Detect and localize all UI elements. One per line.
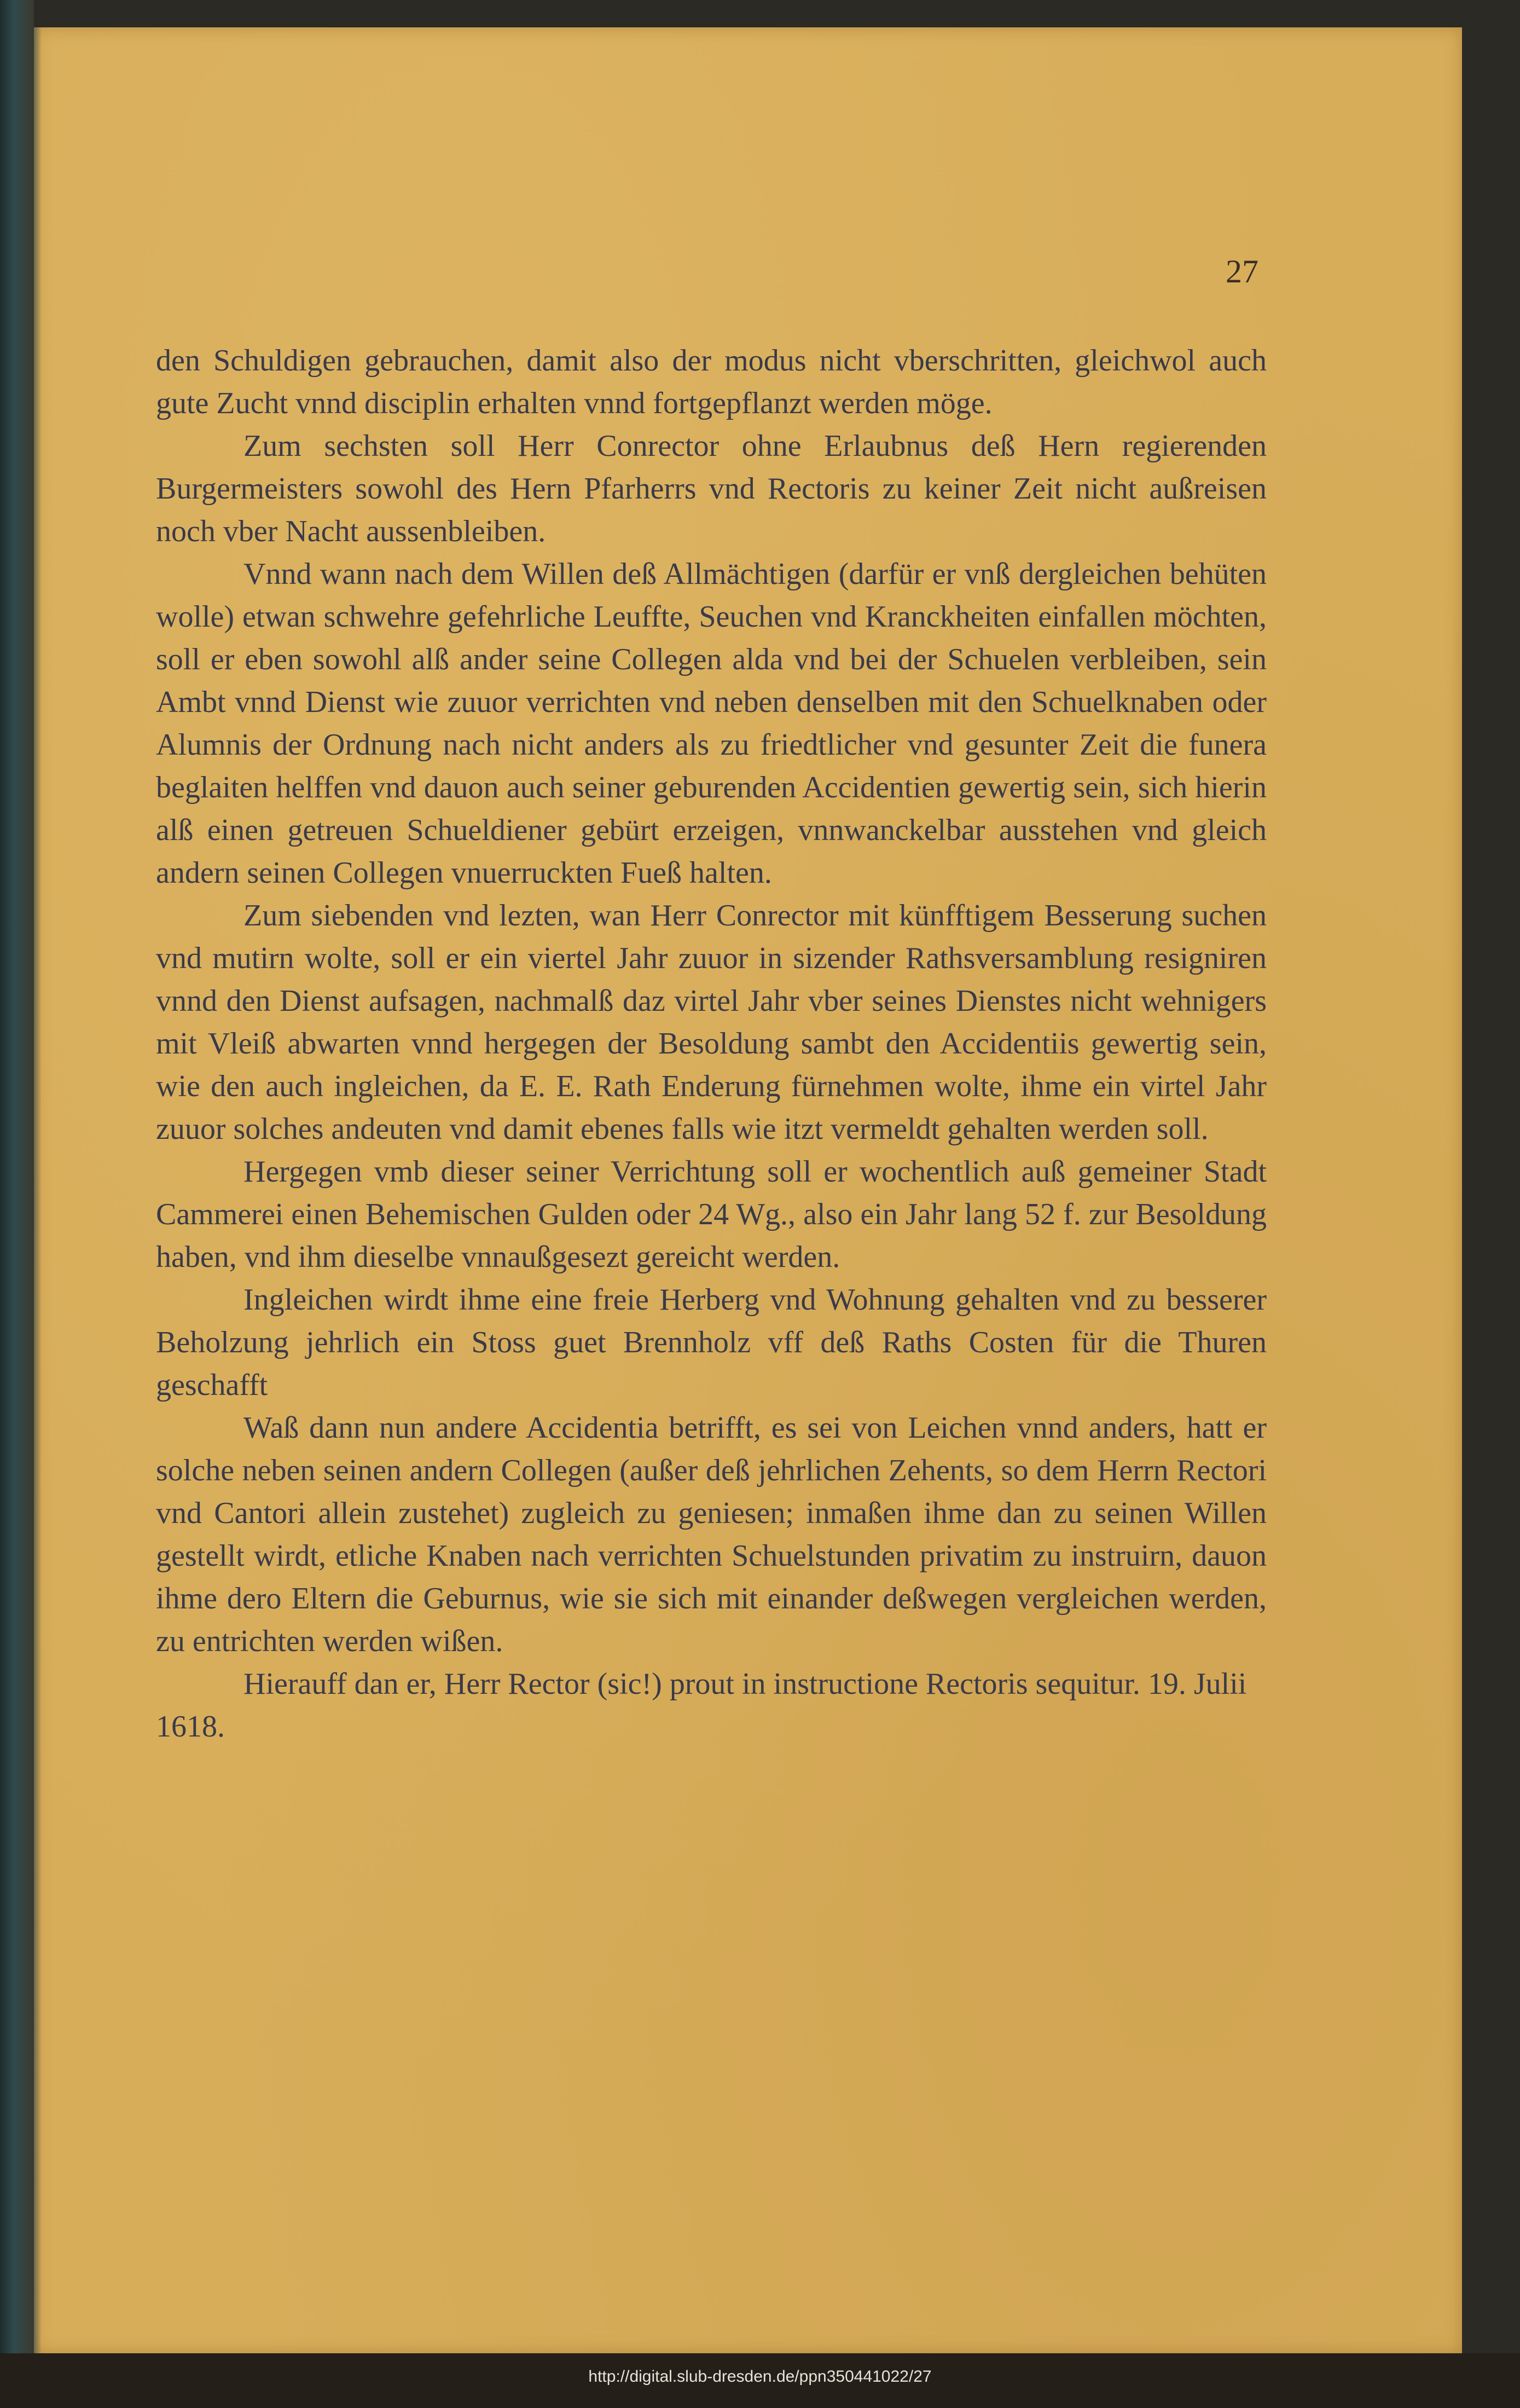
body-text [156,339,1267,1748]
source-url[interactable]: http://digital.slub-dresden.de/ppn350441022/27 [588,2368,932,2386]
page-number: 27 [1226,253,1258,290]
paragraph-6: Ingleichen wirdt ihme eine freie Herberg vnd Wohnung gehalten vnd zu besserer Beholzung jehrlich ein Stoss guet Brennholz vff deß Raths Costen für die Thuren geschafft [156,1283,1267,1402]
paragraph-2: Zum sechsten soll Herr Conrector ohne Erlaubnus deß Hern regierenden Burgermeisters sowohl des Hern Pfarherrs vnd Rectoris zu keiner Zeit nicht außreisen noch vber Nacht aussenbleiben. [156,429,1267,548]
page-shadow-edge [34,27,42,2353]
paragraph-1: den Schuldigen gebrauchen, damit also der modus nicht vberschritten, gleichwol auch gute Zucht vnnd disciplin erhalten vnnd fortgepflanzt werden möge. [156,344,1267,420]
scan-binding-edge [0,0,34,2408]
paragraph-4: Zum siebenden vnd lezten, wan Herr Conrector mit künfftigem Besserung suchen vnd mutirn wolte, soll er ein viertel Jahr zuuor in sizender Rathsversamblung resigniren vnnd den Dienst aufsagen, nachmalß daz virtel Jahr vber seines Dienstes nicht wehnigers mit Vleiß abwarten vnnd hergegen der Besoldung sambt den Accidentiis gewertig sein, wie den auch ingleichen, da E. E. Rath Enderung fürnehmen wolte, ihme ein virtel Jahr zuuor solches andeuten vnd damit ebenes falls wie itzt vermeldt gehalten werden soll. [156,899,1267,1146]
paragraph-3: Vnnd wann nach dem Willen deß Allmächtigen (darfür er vnß dergleichen behüten wolle) etwan schwehre gefehrliche Leuffte, Seuchen vnd Kranckheiten einfallen möchten, soll er eben sowohl alß ander seine Collegen alda vnd bei der Schuelen verbleiben, sein Ambt vnnd Dienst wie zuuor verrichten vnd neben denselben mit den Schuelknaben oder Alumnis der Ordnung nach nicht anders als zu friedtlicher vnd gesunter Zeit die funera beglaiten helffen vnd dauon auch seiner geburenden Accidentien gewertig sein, sich hierin alß einen getreuen Schueldiener gebürt erzeigen, vnnwanckelbar ausstehen vnd gleich andern seinen Collegen vnuerruckten Fueß halten. [156,557,1267,890]
paragraph-8: Hierauff dan er, Herr Rector (sic!) prout in instructione Rectoris sequitur. 19. Julii 1618. [156,1667,1247,1744]
paragraph-7: Waß dann nun andere Accidentia betrifft, es sei von Leichen vnnd anders, hatt er solche neben seinen andern Collegen (außer deß jehrlichen Zehents, so dem Herrn Rectori vnd Cantori allein zustehet) zugleich zu geniesen; inmaßen ihme dan zu seinen Willen gestellt wirdt, etliche Knaben nach verrichten Schuelstunden privatim zu instruirn, dauon ihme dero Eltern die Geburnus, wie sie sich mit einander deßwegen vergleichen werden, zu entrichten werden wißen. [156,1411,1267,1658]
paragraph-5: Hergegen vmb dieser seiner Verrichtung soll er wochentlich auß gemeiner Stadt Cammerei einen Behemischen Gulden oder 24 Wg., also ein Jahr lang 52 f. zur Besoldung haben, vnd ihm dieselbe vnnaußgesezt gereicht werden. [156,1155,1267,1274]
